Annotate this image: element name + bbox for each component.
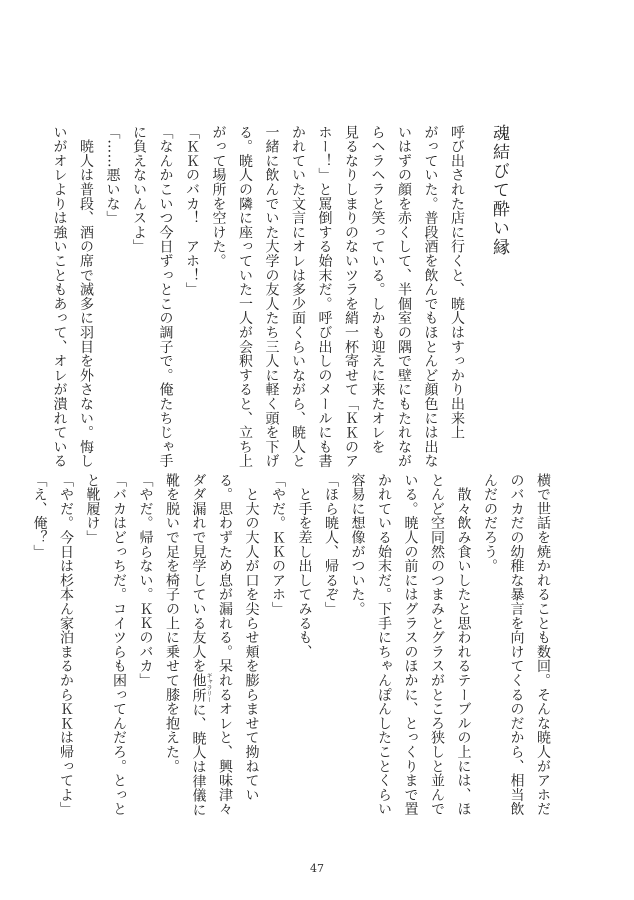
text-line: に負えないんスよ」 xyxy=(131,125,147,254)
text-line: 横で世話を焼かれることも数回。そんな暁人がアホだ xyxy=(535,473,551,817)
text-line: と靴履け」 xyxy=(84,473,101,545)
text-line: 靴を脱いで足を椅子の上に乗せて膝を抱えた。 xyxy=(164,473,180,774)
text-line: 一緒に飲んでいた大学の友人たち三人に軽く頭を下げ xyxy=(263,125,280,469)
text-line: がっていた。普段酒を飲んでもほとんど顔色には出な xyxy=(422,125,439,469)
text-line: いはずの顔を赤くして、半個室の隅で壁にもたれなが xyxy=(396,125,412,469)
text-line: かれていた文言にオレは多少面くらいながら、暁人と xyxy=(290,125,306,469)
text-line: とんど空同然のつまみとグラスがところ狭しと並んで xyxy=(429,473,445,817)
text-line: んだのだろう。 xyxy=(482,473,498,574)
text-line: と手を差し出してみるも、 xyxy=(296,473,313,659)
text-line: 散々飲み食いしたと思われるテーブルの上には、ほ xyxy=(455,473,472,817)
page-number: 47 xyxy=(310,862,324,875)
ruby-annotation xyxy=(190,672,212,703)
text-line: 「ＫＫのバカ！ アホ！」 xyxy=(184,125,200,297)
text-line: る。暁人の隣に座っていた一人が会釈すると、立ち上 xyxy=(237,125,253,469)
text-line: 暁人は普段、酒の席で滅多に羽目を外さない。悔し xyxy=(78,125,94,469)
chapter-title: 魂結びて酔い縁 xyxy=(489,124,509,257)
text-line: 容易に想像がついた。 xyxy=(349,473,366,616)
ruby-reading: ギャラリー xyxy=(205,672,212,703)
text-block-bottom xyxy=(31,473,556,831)
text-line: いる。暁人の前にはグラスのほかに、とっくりまで置 xyxy=(402,473,419,817)
text-line: のバカだの幼稚な暴言を向けてくるのだから、相当飲 xyxy=(508,473,525,817)
text-line: 「やだ。ＫＫのアホ」 xyxy=(270,473,286,616)
text-line: ホー！」と罵倒する始末だ。呼び出しのメールにも書 xyxy=(316,125,333,469)
text-line: かれている始末だ。下手にちゃんぽんしたことくらい xyxy=(376,473,392,817)
text-line: と大の大人が口を尖らせ頬を膨らませて拗ねてい xyxy=(243,473,260,802)
text-line: がって場所を空けた。 xyxy=(210,125,227,268)
ruby-base: 他所 xyxy=(190,672,207,703)
text-line: らヘラヘラと笑っている。しかも迎えに来たオレを xyxy=(369,125,386,454)
text-line: ダダ漏れで見学している友人を他所ギャラリーに、暁人は律儀に xyxy=(190,473,212,817)
text-line: る。思わずため息が漏れる。呆れるオレと、興味津々 xyxy=(217,473,233,817)
text-line: 「やだ。帰らない。ＫＫのバカ」 xyxy=(137,473,154,688)
text-line: いがオレよりは強いこともあって、オレが潰れている xyxy=(51,125,68,469)
text-line: 「やだ。今日は杉本ん家泊まるからＫＫは帰ってよ」 xyxy=(58,473,74,817)
text-block-top xyxy=(51,125,470,469)
text-line: 「バカはどっちだ。コイツらも困ってんだろ。とっと xyxy=(111,473,127,817)
text-line: 呼び出された店に行くと、暁人はすっかり出来上 xyxy=(449,125,465,440)
text-line: 見るなりしまりのないツラを綃一杯寄せて「ＫＫのア xyxy=(343,125,359,469)
text-line: 「なんかこいつ今日ずっとこの調子で。俺たちじゃ手 xyxy=(157,125,174,469)
text-line: 「……悪いな」 xyxy=(104,125,121,226)
text-line: 「え、俺？」 xyxy=(31,473,48,559)
text-line: 「ほら暁人、帰るぞ」 xyxy=(323,473,339,616)
